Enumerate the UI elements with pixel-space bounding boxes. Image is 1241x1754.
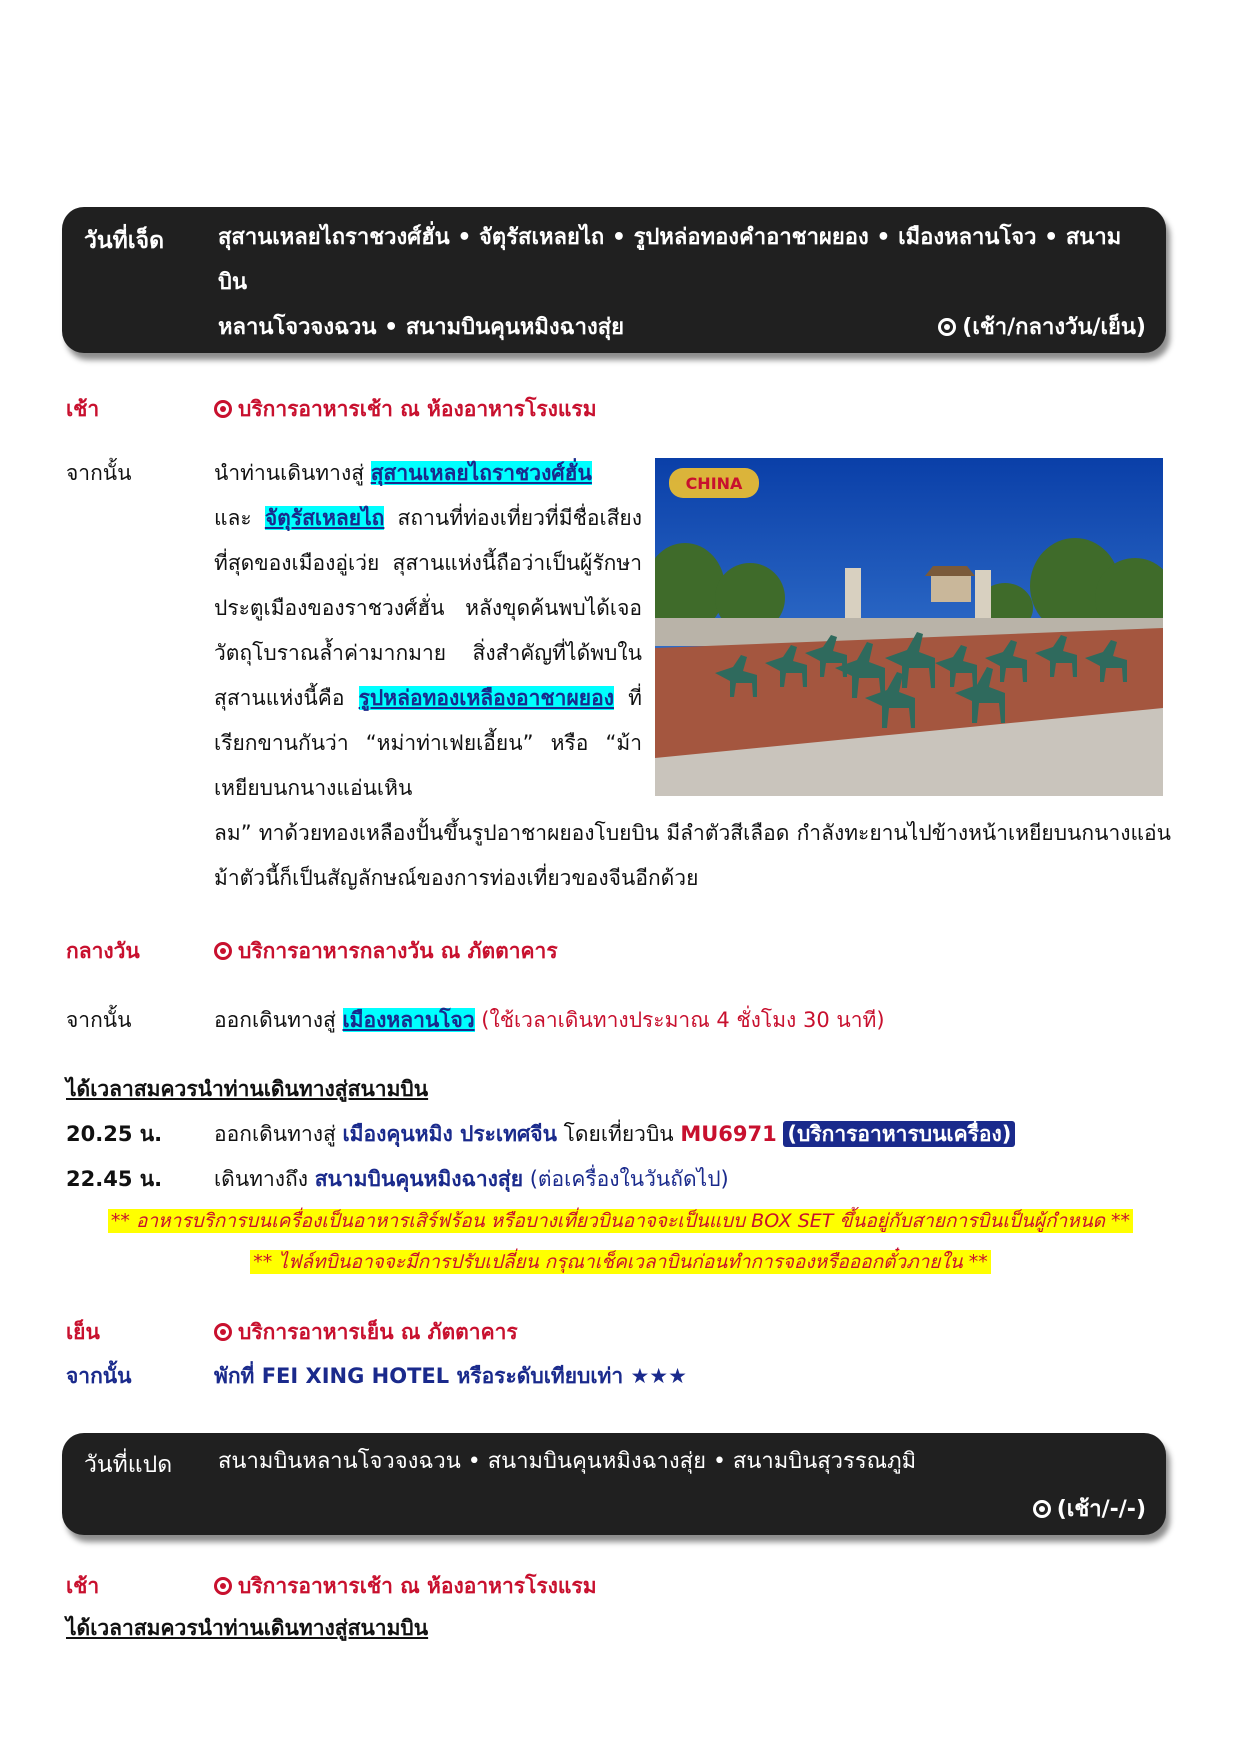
dinner-desc: บริการอาหารเย็น ณ ภัตตาคาร xyxy=(238,1320,518,1344)
day8-breakfast-row xyxy=(66,1570,1171,1600)
breakfast-desc: บริการอาหารเช้า ณ ห้องอาหารโรงแรม xyxy=(238,397,597,421)
breakfast-desc: บริการอาหารเช้า ณ ห้องอาหารโรงแรม xyxy=(238,1574,597,1598)
then-label: จากนั้น xyxy=(66,1008,132,1032)
meal-icon xyxy=(1033,1500,1051,1518)
notice-meal-text: ** อาหารบริการบนเครื่องเป็นอาหารเสิร์ฟร้อน หรือบางเที่ยวบินอาจจะเป็นแบบ BOX SET ขึ้นอยู่กับสายการบินเป็นผู้กำหนด ** xyxy=(108,1209,1133,1233)
dinner-text xyxy=(214,1316,1171,1349)
para-text: และ xyxy=(214,506,265,530)
lunch-text xyxy=(214,935,1171,968)
day7-route-line1: สุสานเหลยไถราชวงศ์ฮั่น • จัตุรัสเหลยไถ • รูปหล่อทองคำอาชาผยอง • เมืองหลานโจว • สนามบิน xyxy=(218,225,1122,295)
day7-route-line2: หลานโจวจงฉวน • สนามบินคุนหมิงฉางสุ่ย xyxy=(218,315,625,340)
para-text: ที่เรียกขานกันว่า “หม่าท่าเฟยเอี้ยน” หรือ “ม้าเหยียบนกนางแอ่นเหิน xyxy=(214,686,642,800)
airport-heading: ได้เวลาสมควรนำท่านเดินทางสู่สนามบิน xyxy=(66,1077,429,1101)
notice-flight xyxy=(0,1247,1241,1277)
notice-meal xyxy=(0,1206,1241,1236)
bronze-horses-photo xyxy=(655,458,1163,796)
hotel-name: พักที่ FEI XING HOTEL หรือระดับเทียบเท่า xyxy=(214,1364,624,1388)
flight2-airport: สนามบินคุนหมิงฉางสุ่ย xyxy=(314,1167,524,1191)
day7-header xyxy=(62,207,1166,353)
breakfast-label: เช้า xyxy=(66,397,100,421)
flight2-lead: เดินทางถึง xyxy=(214,1167,315,1191)
hotel-label: จากนั้น xyxy=(66,1364,132,1388)
day8-meals-text: (เช้า/-/-) xyxy=(1056,1497,1146,1522)
lunch-label: กลางวัน xyxy=(66,939,140,963)
highlight-bronze-horse: รูปหล่อทองเหลืองอาชาผยอง xyxy=(358,686,614,710)
highlight-lanzhou: เมืองหลานโจว xyxy=(342,1008,475,1032)
meal-icon xyxy=(214,400,232,418)
flight2-text xyxy=(214,1163,1171,1196)
flight1-city: เมืองคุนหมิง ประเทศจีน xyxy=(342,1122,557,1146)
highlight-lei-tai-square: จัตุรัสเหลยไถ xyxy=(264,506,385,530)
flight1-text xyxy=(214,1118,1171,1151)
flight2-row xyxy=(66,1163,1171,1193)
meal-icon xyxy=(214,1323,232,1341)
then2-duration: (ใช้เวลาเดินทางประมาณ 4 ชั่งโมง 30 นาที) xyxy=(474,1008,885,1032)
breakfast-text xyxy=(214,1570,1171,1603)
lunch-desc: บริการอาหารกลางวัน ณ ภัตตาคาร xyxy=(238,939,558,963)
flight1-time: 20.25 น. xyxy=(66,1122,163,1146)
meal-icon xyxy=(214,942,232,960)
then2-text xyxy=(214,1004,1171,1037)
day8-header xyxy=(62,1433,1166,1535)
flight2-note: (ต่อเครื่องในวันถัดไป) xyxy=(523,1167,729,1191)
day8-route: สนามบินหลานโจวจงฉวน • สนามบินคุนหมิงฉางสุ่ย • สนามบินสุวรรณภูมิ xyxy=(218,1449,917,1474)
then-label: จากนั้น xyxy=(66,461,132,485)
then2-lead: ออกเดินทางสู่ xyxy=(214,1008,343,1032)
para-text: นำท่านเดินทางสู่ xyxy=(214,461,371,485)
hotel-text xyxy=(214,1360,1171,1393)
flight2-time: 22.45 น. xyxy=(66,1167,163,1191)
airport-heading: ได้เวลาสมควรนำท่านเดินทางสู่สนามบิน xyxy=(66,1616,429,1640)
day7-label: วันที่เจ็ด xyxy=(84,228,165,254)
flight1-meal-note: (บริการอาหารบนเครื่อง) xyxy=(783,1121,1015,1147)
notice-flight-text: ** ไฟล์ทบินอาจจะมีการปรับเปลี่ยน กรุณาเช็คเวลาบินก่อนทำการจองหรือออกตั๋วภายใน ** xyxy=(250,1250,990,1274)
flight1-lead: ออกเดินทางสู่ xyxy=(214,1122,343,1146)
para-text: สถานที่ท่องเที่ยวที่มีชื่อเสียงที่สุดของเมืองอู่เว่ย สุสานแห่งนี้ถือว่าเป็นผู้รักษาประตูเมืองของราชวงศ์ฮั่น หลังขุดค้นพบได้เจอวัตถุโบราณล้ำค่ามากมาย สิ่งสำคัญที่ได้พบในสุสานแห่งนี้คือ xyxy=(214,506,642,710)
dinner-label: เย็น xyxy=(66,1320,100,1344)
day7-meals-text: (เช้า/กลางวัน/เย็น) xyxy=(962,315,1146,340)
china-logo-text: CHINA xyxy=(685,474,743,493)
day7-hotel-row xyxy=(66,1360,1171,1390)
day7-lunch-row xyxy=(66,935,1171,965)
star-rating-icon: ★★★ xyxy=(630,1364,687,1388)
day7-paragraph-bottom: ลม” ทาด้วยทองเหลืองปั้นขึ้นรูปอาชาผยองโบยบิน มีลำตัวสีเลือด กำลังทะยานไปข้างหน้าเหยียบนกนางแอ่น ม้าตัวนี้ก็เป็นสัญลักษณ์ของการท่องเที่ยวของจีนอีกด้วย xyxy=(214,821,1171,890)
meal-icon xyxy=(214,1577,232,1595)
day7-dinner-row xyxy=(66,1316,1171,1346)
highlight-lei-tai-tomb: สุสานเหลยไถราชวงศ์ฮั่น xyxy=(370,461,592,485)
meal-icon xyxy=(938,318,956,336)
flight1-mid: โดยเที่ยวบิน xyxy=(556,1122,681,1146)
day7-breakfast-row xyxy=(66,393,1171,423)
flight1-row xyxy=(66,1118,1171,1148)
day7-paragraph-top xyxy=(214,451,642,811)
flight1-code: MU6971 xyxy=(680,1122,777,1146)
day8-label: วันที่แปด xyxy=(84,1452,173,1478)
day7-meals xyxy=(938,309,1146,344)
day7-then2-row xyxy=(66,1004,1171,1034)
breakfast-label: เช้า xyxy=(66,1574,100,1598)
day8-meals xyxy=(1033,1491,1146,1526)
breakfast-text xyxy=(214,393,1171,426)
